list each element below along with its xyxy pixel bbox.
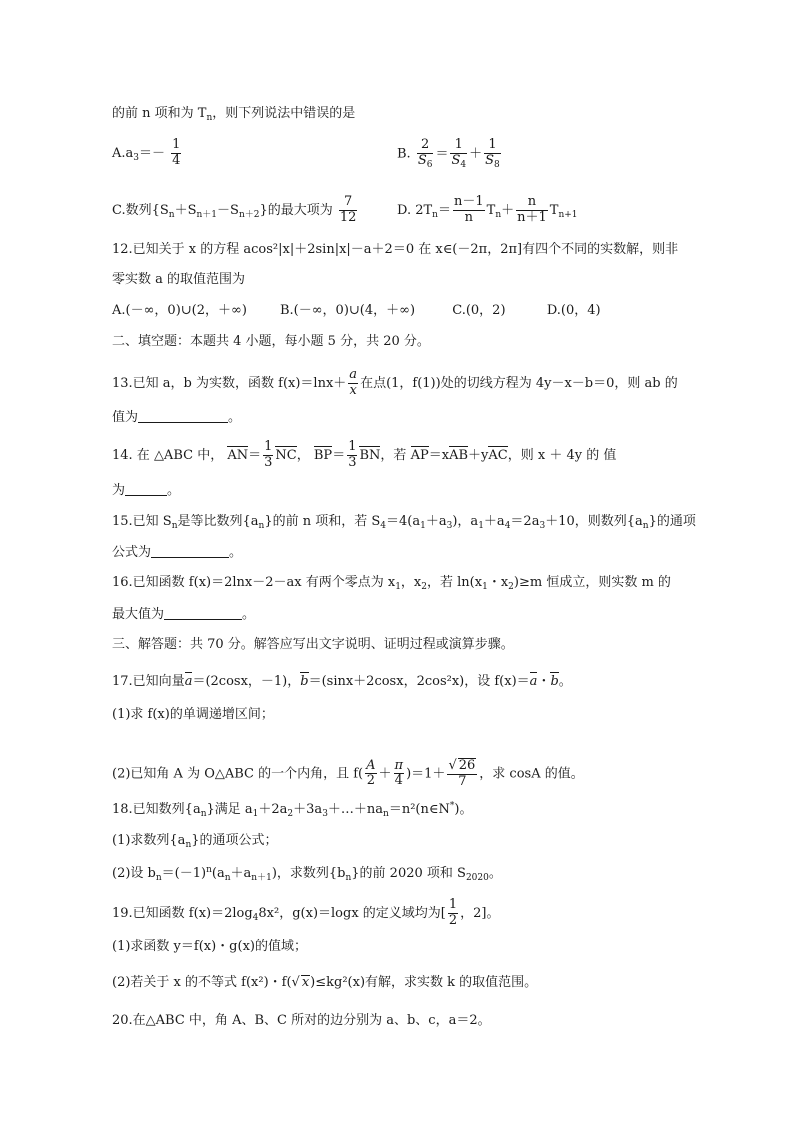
q19-part2: (2)若关于 x 的不等式 f(x²)・f(√ x)≤kg²(x)有解，求实数 k 的取值范围。 [112,975,538,990]
q18-line1: 18.已知数列$\{a_n\}$满足 $a_1+2a_2+3a_3+\dots+na_n=n^2(n\in N^*)$。 [112,801,473,819]
q17-part2: (2)已知角 A 为 O△ABC 的一个内角，且 f( $\frac{A}{2}$ ＋ $\frac{\pi}{4}$ )＝1＋ $\frac{√ 26}{7}$ ，求 cosA 的值。 [112,757,584,789]
q17-part1: (1)求 f(x)的单调递增区间； [112,707,274,722]
q14-line2: 为 。 [112,483,181,498]
q11-option-c: C.数列$\{S_n+S_{n+1}-S_{n+2}\}$的最大项为 $\frac{7}{12}$ [112,194,357,225]
q12-options: A.(－∞，0)∪(2，＋∞) B.(－∞，0)∪(4，＋∞) C.(0，2) D.(0，4) [112,303,601,318]
q17-line1: 17.已知向量a＝(2cosx，－1)，b＝(sinx＋2cosx，2cos²x)，设 f(x)＝a・b。 [112,674,572,689]
q13-line1: 13.已知 a，b 为实数，函数 f(x)＝lnx＋ $\frac{a}{x}$ 在点(1，f(1))处的切线方程为 4y－x－b＝0，则 ab 的 [112,367,678,398]
q15-line1: 15.已知 $S_n$是等比数列$\{a_n\}$的前 n 项和，若 $S_4=4(a_1+a_3)$，$a_1+a_4=2a_3+10$，则数列$\{a_n\}$的通项 [112,514,696,531]
q15-line2: 公式为 。 [112,545,243,560]
q19-line1: 19.已知函数 $f(x)=2\log_48x^2$，g(x)＝logx 的定义域均为[ $\frac{1}{2}$ ，2]。 [112,897,500,928]
q11-option-d: D. $2T_n=$ $\frac{n-1}{n}$ $T_n+$ $\frac{n}{n+1}$ $T_{n+1}$ [397,194,578,225]
q16-line2: 最大值为 。 [112,607,256,622]
q12-line2: 零实数 a 的取值范围为 [112,272,246,287]
section-2-heading: 二、填空题：本题共 4 小题，每小题 5 分，共 20 分。 [112,334,430,349]
q18-part2: (2)设 $b_n=(-1)^n(a_n+a_{n+1})$，求数列$\{b_n\}$的前 2020 项和 $S_{2020}$。 [112,865,502,883]
q12-line1: 12.已知关于 x 的方程 acos²|x|＋2sin|x|－a＋2＝0 在 x∈(－2π，2π]有四个不同的实数解，则非 [112,242,679,257]
section-3-heading: 三、解答题：共 70 分。解答应写出文字说明、证明过程或演算步骤。 [112,637,514,652]
q18-part1: (1)求数列$\{a_n\}$的通项公式； [112,833,278,850]
q16-line1: 16.已知函数 f(x)＝2lnx－2－ax 有两个零点为 $x_1$，$x_2$，若 $\ln(x_1$・$x_2)\ge m$ 恒成立，则实数 m 的 [112,575,671,592]
q11-intro: 的前 n 项和为 $T_n$，则下列说法中错误的是 [112,106,356,123]
q20-line1: 20.在△ABC 中，角 A、B、C 所对的边分别为 a、b、c，a＝2。 [112,1013,491,1028]
q11-option-b: B. $\frac{2}{S_6}$ ＝ $\frac{1}{S_4}$ ＋ $\frac{1}{S_8}$ [397,137,500,170]
q14-line1: 14. 在 △ABC 中， AN＝ $\frac{1}{3}$ NC， BP＝ $\frac{1}{3}$ BN，若 AP＝xAB＋yAC，则 x ＋ 4y 的 值 [112,439,617,470]
q13-line2: 值为 。 [112,410,242,425]
q11-option-a: $A.a_3=-$ $\frac{1}{4}$ [112,137,181,168]
q19-part1: (1)求函数 y＝f(x)・g(x)的值域； [112,939,307,954]
